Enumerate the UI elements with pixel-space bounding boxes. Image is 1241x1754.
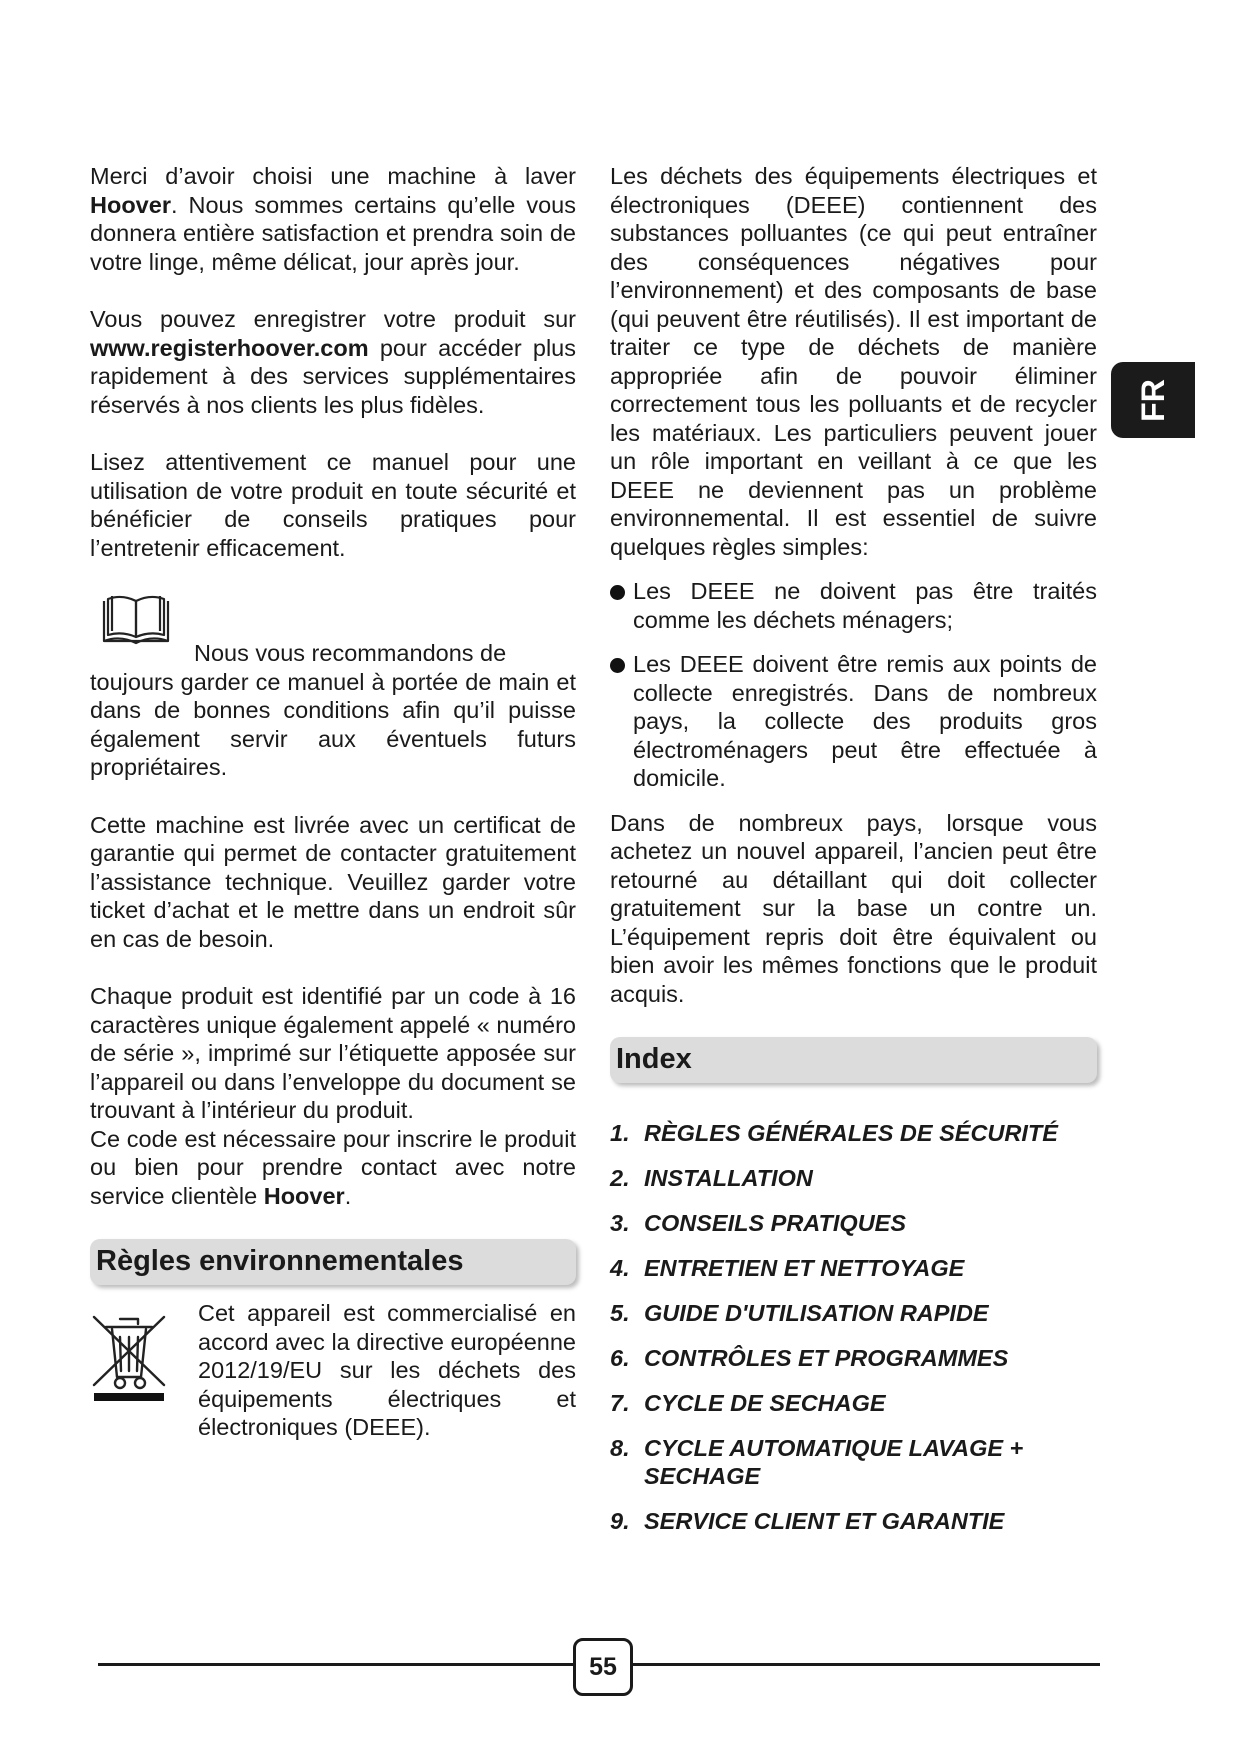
list-item: Les DEEE doivent être remis aux points de collecte enregistrés. Dans de nombreux pays, la collecte des produits gros électroménagers peut être effectuée à domicile.	[610, 650, 1097, 793]
crossed-out-wheelie-bin-icon	[90, 1313, 168, 1403]
keep-manual-paragraph: Nous vous recommandons de toujours garder ce manuel à portée de main et dans de bonnes conditions afin qu’il puisse également servir aux éventuels futurs propriétaires.	[90, 640, 576, 780]
index-item[interactable]: 8 . CYCLE AUTOMATIQUE LAVAGE + SECHAGE	[610, 1434, 1097, 1490]
weee-directive-block	[90, 1299, 576, 1442]
index-item[interactable]: 4 . ENTRETIEN ET NETTOYAGE	[610, 1254, 1097, 1282]
index-item[interactable]: 7 . CYCLE DE SECHAGE	[610, 1389, 1097, 1417]
index-list	[610, 1119, 1097, 1535]
brand-name: Hoover	[263, 1182, 345, 1209]
intro-paragraph: Merci d’avoir choisi une machine à laver Hoover. Nous sommes certains qu’elle vous donnera entière satisfaction et prendra soin de votre linge, même délicat, jour après jour.	[90, 163, 576, 275]
index-item[interactable]: 1 . RÈGLES GÉNÉRALES DE SÉCURITÉ	[610, 1119, 1097, 1147]
page-number: 55	[573, 1638, 633, 1696]
language-tab: FR	[1111, 362, 1195, 438]
footer-rule-right	[630, 1663, 1100, 1666]
serial-code-paragraph: Chaque produit est identifié par un code à 16 caractères unique également appelé « numéro de série », imprimé sur l’étiquette apposée sur l’appareil ou dans l’enveloppe du document se trouvant à l’intérieur du produit.	[90, 983, 576, 1123]
index-item[interactable]: 5 . GUIDE D'UTILISATION RAPIDE	[610, 1299, 1097, 1327]
index-heading: Index	[610, 1037, 1097, 1083]
keep-manual-block	[90, 591, 576, 782]
register-paragraph: Vous pouvez enregistrer votre produit sur www.registerhoover.com pour accéder plus rapidement à des services supplémentaires réservés à nos clients les plus fidèles.	[90, 306, 576, 418]
index-item[interactable]: 6 . CONTRÔLES ET PROGRAMMES	[610, 1344, 1097, 1372]
weee-directive-text: Cet appareil est commercialisé en accord avec la directive européenne 2012/19/EU sur les déchets des équipements électriques et électroniques (DEEE).	[198, 1300, 576, 1440]
left-column	[90, 162, 576, 1442]
register-link[interactable]: www.registerhoover.com	[90, 334, 369, 361]
index-item[interactable]: 3 . CONSEILS PRATIQUES	[610, 1209, 1097, 1237]
code-needed-paragraph: Ce code est nécessaire pour inscrire le produit ou bien pour prendre contact avec notre service clientèle Hoover.	[90, 1125, 576, 1209]
retailer-return-paragraph: Dans de nombreux pays, lorsque vous achetez un nouvel appareil, l’ancien peut être retourné au détaillant qui doit collecter gratuitement sur la base un contre un. L’équipement repris doit être équivalent ou bien avoir les mêmes fonctions que le produit acquis.	[610, 809, 1097, 1007]
index-item[interactable]: 2 . INSTALLATION	[610, 1164, 1097, 1192]
warranty-paragraph: Cette machine est livrée avec un certificat de garantie qui permet de contacter gratuitement l’assistance technique. Veuillez garder votre ticket d’achat et le mettre dans un endroit sûr en cas de besoin.	[90, 811, 576, 952]
open-book-icon	[102, 591, 170, 645]
footer-rule-left	[98, 1663, 573, 1666]
environment-rules-heading: Règles environnementales	[90, 1239, 576, 1285]
brand-name: Hoover	[90, 191, 171, 218]
read-manual-paragraph: Lisez attentivement ce manuel pour une utilisation de votre produit en toute sécurité et bénéficier de conseils pratiques pour l’entretenir efficacement.	[90, 449, 576, 561]
deee-rules-list	[610, 577, 1097, 793]
right-column	[610, 162, 1097, 1552]
list-item: Les DEEE ne doivent pas être traités comme les déchets ménagers;	[610, 577, 1097, 634]
deee-intro-paragraph: Les déchets des équipements électriques et électroniques (DEEE) contiennent des substances polluantes (ce qui peut entraîner des conséquences négatives pour l’environnement) et des composants de base (qui peuvent être réutilisés). Il est important de traiter ce type de déchets de manière appropriée afin de pouvoir éliminer correctement tous les polluants et de recycler les matériaux. Les particuliers peuvent jouer un rôle important en veillant à ce que les DEEE ne deviennent pas un problème environnemental. Il est essentiel de suivre quelques règles simples:	[610, 163, 1097, 560]
index-item[interactable]: 9 . SERVICE CLIENT ET GARANTIE	[610, 1507, 1097, 1535]
